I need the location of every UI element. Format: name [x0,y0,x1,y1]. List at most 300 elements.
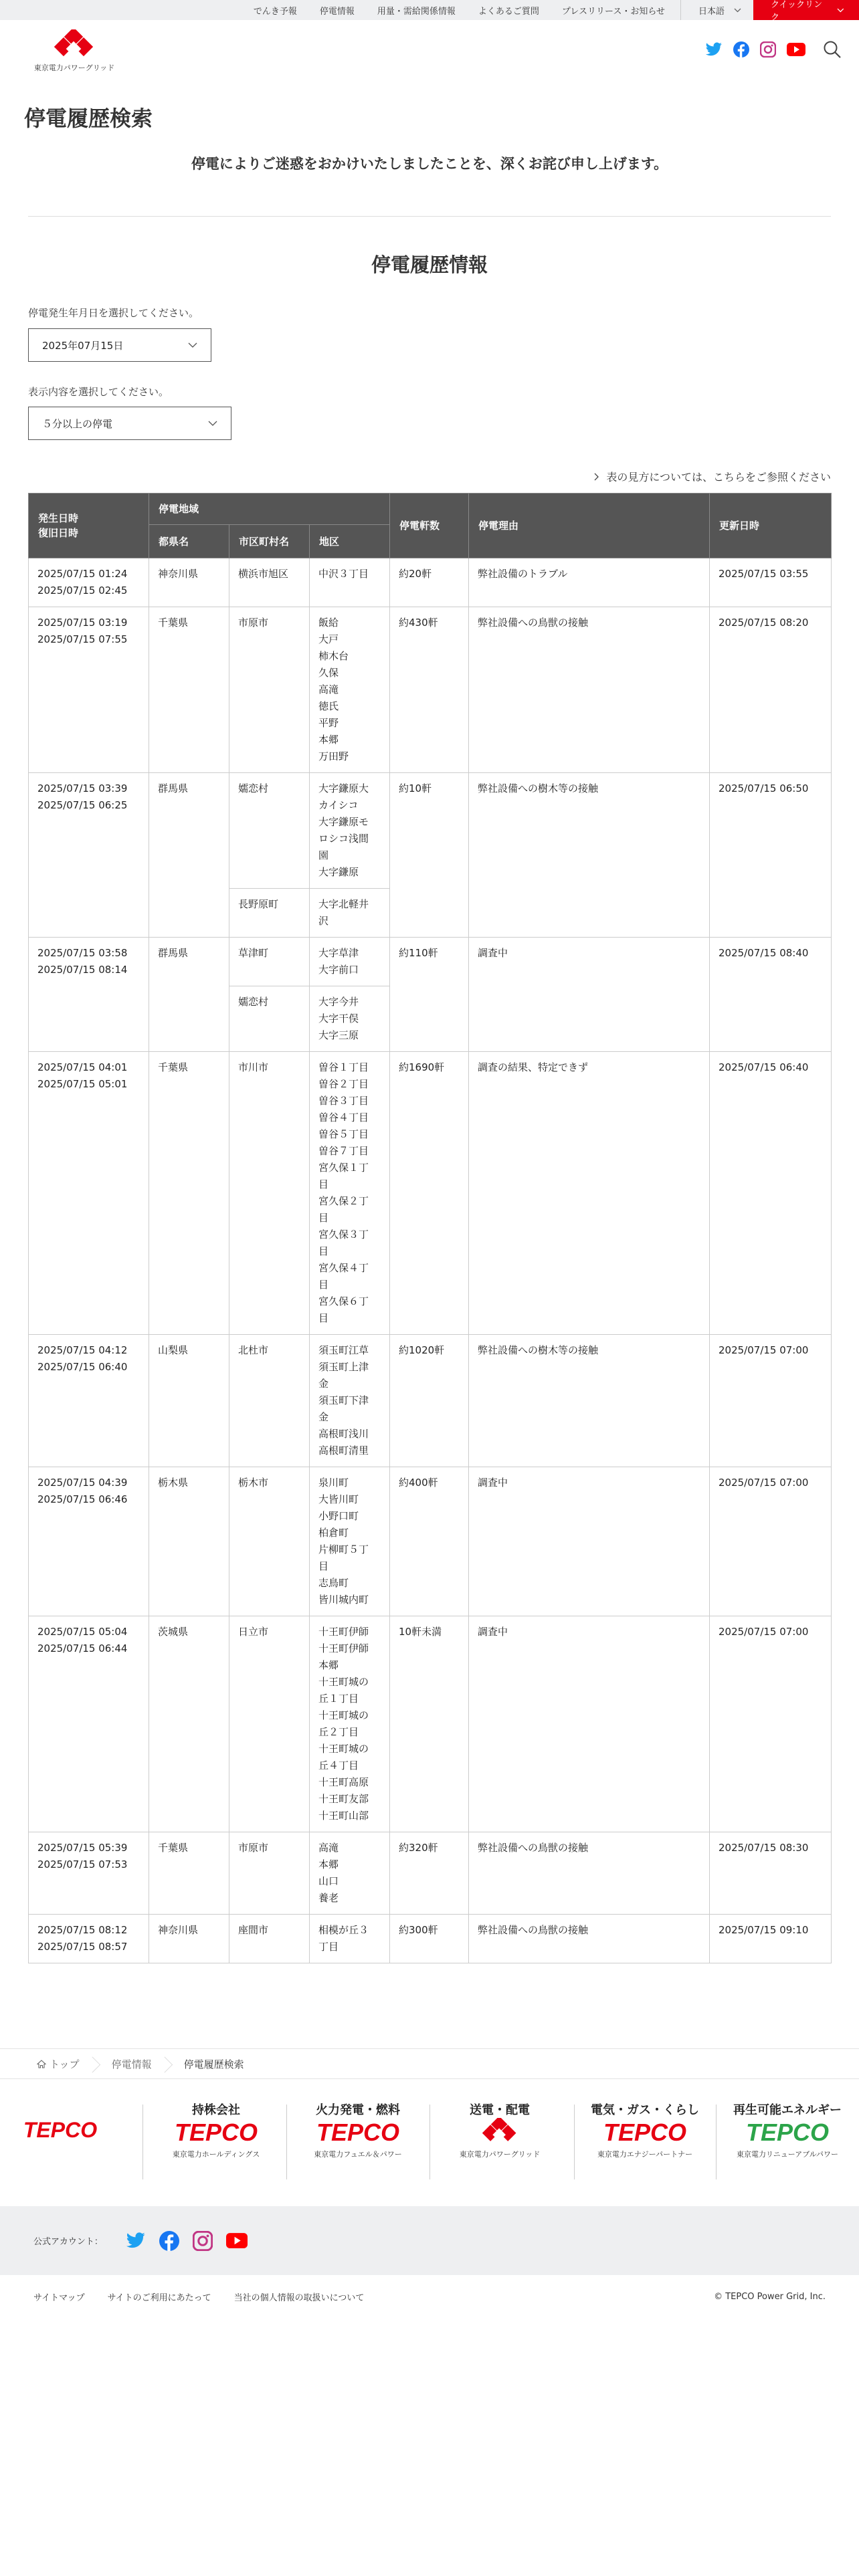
cell-line: 千葉県 [158,1061,189,1073]
divider [286,2105,287,2179]
cell-line: 2025/07/15 03:19 [37,617,128,629]
cell-prefecture [149,1052,229,1335]
table-row [29,938,832,986]
cell-line: 本郷 [318,1858,339,1870]
cell-line: 宮久保２丁 [318,1195,369,1207]
cell-line: 曽谷４丁目 [318,1111,369,1123]
cell-city [229,1467,310,1616]
cell-reason [469,1467,710,1616]
cell-line: 本郷 [318,734,339,746]
cell-line: 丘４丁目 [318,1759,359,1772]
breadcrumb [0,2048,859,2079]
cell-line: 宮久保１丁 [318,1162,369,1174]
cell-line: 目 [318,1312,329,1324]
group-title: 火力発電・燃料 [316,2103,400,2117]
cell-line: 丘２丁目 [318,1726,359,1738]
cell-datetime [29,558,149,607]
cell-updated [710,773,832,938]
cell-line: 10軒未満 [399,1626,442,1638]
cell-line: 大字草津 [318,947,359,959]
nav-faq[interactable]: よくあるご質問 [478,6,539,17]
header-prefecture: 都県名 [149,525,229,558]
date-select-value: 2025年07月15日 [42,339,124,352]
cell-district [310,889,390,938]
cell-line: 十王町伊師 [318,1642,369,1654]
header-count: 停電軒数 [390,494,469,558]
cell-line: 宮久保３丁 [318,1228,369,1241]
tepco-wordmark [595,2118,695,2145]
cell-city [229,938,310,986]
twitter-icon[interactable] [126,2232,146,2249]
language-selector[interactable] [680,0,753,20]
cell-district [310,607,390,773]
divider [716,2105,717,2179]
chevron-down-icon [837,8,844,13]
site-logo[interactable] [31,29,118,73]
footer-terms[interactable]: サイトのご利用にあたって [107,2293,211,2303]
cell-line: 約10軒 [399,782,432,794]
cell-line: 調査中 [478,1626,508,1638]
cell-district [310,938,390,986]
group-energy-partner[interactable] [586,2101,704,2183]
cell-line: 2025/07/15 06:25 [37,799,128,811]
cell-count [390,773,469,938]
cell-district [310,1052,390,1335]
cell-line: 宮久保６丁 [318,1295,369,1307]
facebook-icon[interactable] [159,2231,179,2251]
cell-line: 2025/07/15 07:55 [37,633,128,645]
cell-reason [469,1052,710,1335]
nav-denki-yoho[interactable]: でんき予報 [253,6,297,17]
cell-prefecture [149,1832,229,1915]
table-row [29,1467,832,1616]
tepco-wordmark [23,2118,98,2141]
cell-line: 座間市 [238,1924,269,1936]
cell-line: 本郷 [318,1659,339,1671]
cell-datetime [29,1832,149,1915]
cell-datetime [29,1335,149,1467]
table-guide-link[interactable] [594,469,831,484]
table-row [29,1832,832,1915]
cell-line: 2025/07/15 07:53 [37,1858,128,1870]
display-select-value: ５分以上の停電 [42,417,113,430]
cell-line: 沢 [318,915,329,927]
cell-line: 園 [318,849,329,861]
cell-prefecture [149,607,229,773]
cell-line: 十王町友部 [318,1793,369,1805]
cell-line: 2025/07/15 06:40 [719,1061,809,1073]
cell-line: 約320軒 [399,1842,438,1854]
twitter-icon[interactable] [705,42,723,57]
svg-text:TEPCO: TEPCO [745,2119,830,2145]
cell-line: 栃木県 [158,1477,189,1489]
footer-privacy[interactable]: 当社の個人情報の取扱いについて [233,2293,365,2303]
cell-line: 大字前口 [318,964,359,976]
divider [574,2105,575,2179]
cell-line: 日立市 [238,1626,269,1638]
group-title [23,2101,98,2118]
cell-line: 柿木台 [318,650,349,662]
table-row [29,1616,832,1832]
cell-line: 大皆川町 [318,1493,359,1505]
page-title: 停電履歴検索 [24,106,153,131]
facebook-icon[interactable] [733,41,749,58]
cell-line: 千葉県 [158,1842,189,1854]
cell-city [229,1915,310,1963]
group-holdings[interactable] [159,2101,273,2183]
table-row [29,558,832,607]
search-icon[interactable] [823,40,842,59]
cell-prefecture [149,1616,229,1832]
cell-district [310,558,390,607]
cell-line: 2025/07/15 06:50 [719,782,809,794]
cell-line: 草津町 [238,947,269,959]
cell-line: 約400軒 [399,1477,438,1489]
cell-line: 目 [318,1245,329,1257]
cell-line: 十王町高原 [318,1776,369,1788]
cell-count [390,1616,469,1832]
cell-line: 柏倉町 [318,1527,349,1539]
header-area: 停電地域 [149,494,390,525]
cell-district [310,1915,390,1963]
cell-line: 長野原町 [238,898,279,910]
cell-line: 千葉県 [158,617,189,629]
cell-city [229,607,310,773]
cell-line: 目 [318,1560,329,1572]
nav-usage-info[interactable]: 用量・需給関係情報 [377,6,456,17]
divider [142,2105,143,2179]
cell-line: 2025/07/15 08:30 [719,1842,809,1854]
cell-line: 曽谷１丁目 [318,1061,369,1073]
cell-line: 大字今井 [318,996,359,1008]
cell-line: 市原市 [238,617,269,629]
cell-line: 調査の結果、特定できず [478,1061,589,1073]
cell-line: 山口 [318,1875,339,1887]
group-tepco[interactable] [23,2101,98,2183]
cell-line: 調査中 [478,947,508,959]
instagram-icon[interactable] [193,2231,213,2251]
cell-line: 丘１丁目 [318,1693,359,1705]
cell-line: 高滝 [318,1842,339,1854]
cell-line: 横浜市旭区 [238,568,289,580]
group-company-name: 東京電力パワーグリッド [459,2150,541,2159]
footer-sitemap[interactable]: サイトマップ [33,2293,85,2303]
cell-line: 2025/07/15 08:12 [37,1924,128,1936]
cell-line: 中沢３丁目 [318,568,369,580]
quicklink-label: クイックリンク [771,0,823,23]
cell-reason [469,1915,710,1963]
cell-line: 山梨県 [158,1344,189,1356]
cell-line: 2025/07/15 06:40 [37,1361,128,1373]
cell-district [310,1832,390,1915]
cell-line: 2025/07/15 03:39 [37,782,128,794]
cell-line: 小野口町 [318,1510,359,1522]
cell-datetime [29,607,149,773]
cell-line: 万田野 [318,750,349,762]
cell-city [229,1832,310,1915]
cell-line: カイシコ [318,799,359,811]
cell-datetime [29,1467,149,1616]
cell-updated [710,1832,832,1915]
cell-line: 約1020軒 [399,1344,445,1356]
cell-prefecture [149,1467,229,1616]
cell-city [229,1052,310,1335]
cell-updated [710,558,832,607]
cell-line: 曽谷５丁目 [318,1128,369,1140]
group-title: 送電・配電 [470,2103,530,2117]
cell-line: 須玉町江草 [318,1344,369,1356]
cell-count [390,1335,469,1467]
cell-line: 養老 [318,1892,339,1904]
cell-line: 2025/07/15 08:14 [37,964,128,976]
cell-line: 調査中 [478,1477,508,1489]
cell-line: 相模が丘３ [318,1924,369,1936]
tepco-wordmark [308,2118,408,2145]
cell-line: 十王町山部 [318,1810,369,1822]
cell-district [310,1467,390,1616]
cell-line: 宮久保４丁 [318,1262,369,1274]
cell-line: 約1690軒 [399,1061,445,1073]
cell-city [229,558,310,607]
cell-count [390,1467,469,1616]
group-company-name: 東京電力ホールディングス [172,2150,260,2159]
cell-updated [710,1052,832,1335]
cell-count [390,1832,469,1915]
language-label: 日本語 [698,6,725,17]
cell-reason [469,558,710,607]
cell-count [390,1052,469,1335]
cell-line: 大字鎌原 [318,866,359,878]
cell-datetime [29,1052,149,1335]
cell-line: 十王町城の [318,1743,369,1755]
cell-line: 2025/07/15 06:46 [37,1493,128,1505]
youtube-icon[interactable] [787,43,805,56]
divider [28,216,831,217]
cell-line: 北杜市 [238,1344,269,1356]
cell-line: 高根町清里 [318,1444,369,1457]
cell-line: 嬬恋村 [238,782,269,794]
cell-district [310,1335,390,1467]
cell-reason [469,1335,710,1467]
header-social-links [705,40,842,59]
table-row [29,1915,832,1963]
official-accounts-bar [0,2206,859,2275]
cell-line: 弊社設備への鳥獣の接触 [478,617,589,629]
table-row [29,773,832,889]
nav-teiden-info[interactable]: 停電情報 [319,6,355,17]
cell-line: ロシコ浅間 [318,833,369,845]
cell-updated [710,1915,832,1963]
cell-line: 久保 [318,667,339,679]
table-body [29,558,832,1963]
top-utility-bar [0,0,859,23]
logo-text: 東京電力パワーグリッド [33,64,115,72]
header-updated: 更新日時 [710,494,832,558]
cell-reason [469,1832,710,1915]
cell-updated [710,607,832,773]
cell-line: 大字北軽井 [318,898,369,910]
cell-district [310,986,390,1052]
tepco-wordmark [166,2118,266,2145]
cell-reason [469,938,710,1052]
tepco-wordmark [737,2118,838,2145]
cell-line: 2025/07/15 01:24 [37,568,128,580]
cell-datetime [29,1616,149,1832]
cell-line: 嬬恋村 [238,996,269,1008]
group-title: 再生可能エネルギー [733,2103,842,2117]
header-city: 市区町村名 [229,525,310,558]
svg-text:TEPCO: TEPCO [316,2119,400,2145]
cell-datetime [29,1915,149,1963]
cell-prefecture [149,773,229,938]
header-district: 地区 [310,525,390,558]
cell-line: 2025/07/15 05:01 [37,1078,128,1090]
svg-text:TEPCO: TEPCO [174,2119,258,2145]
cell-line: 神奈川県 [158,568,199,580]
group-renewable-power[interactable] [725,2101,850,2183]
cell-line: 2025/07/15 08:57 [37,1941,128,1953]
table-row [29,1052,832,1335]
cell-line: 須玉町上津 [318,1361,369,1373]
cell-line: 群馬県 [158,947,189,959]
cell-line: 丁目 [318,1941,339,1953]
cell-line: 2025/07/15 02:45 [37,584,128,597]
cell-line: 約20軒 [399,568,432,580]
cell-city [229,889,310,938]
cell-count [390,558,469,607]
cell-line: 2025/07/15 07:00 [719,1626,809,1638]
cell-reason [469,773,710,938]
copyright: © TEPCO Power Grid, Inc. [714,2292,826,2302]
group-companies [0,2101,859,2183]
cell-reason [469,607,710,773]
cell-line: 曽谷７丁目 [318,1145,369,1157]
group-fuel-power[interactable] [300,2101,416,2183]
cell-line: 2025/07/15 04:39 [37,1477,128,1489]
cell-line: 十王町城の [318,1709,369,1721]
date-filter-label: 停電発生年月日を選択してください。 [28,307,199,319]
cell-line: 志鳥町 [318,1577,349,1589]
youtube-icon[interactable] [226,2233,248,2248]
header-reason: 停電理由 [469,494,710,558]
section-title: 停電履歴情報 [371,253,488,276]
cell-line: 皆川城内町 [318,1594,369,1606]
cell-line: 約430軒 [399,617,438,629]
cell-line: 弊社設備への樹木等の接触 [478,1344,599,1356]
cell-line: 泉川町 [318,1477,349,1489]
cell-datetime [29,773,149,938]
site-footer [0,2290,859,2303]
cell-line: 茨城県 [158,1626,189,1638]
chevron-down-icon [207,417,219,429]
cell-city [229,986,310,1052]
cell-line: 平野 [318,717,339,729]
tepco-pg-logo-icon [481,2118,518,2145]
cell-line: 大字鎌原大 [318,782,369,794]
cell-line: 十王町城の [318,1676,369,1688]
cell-line: 片柳町５丁 [318,1543,369,1555]
outage-history-table [28,493,832,1963]
cell-city [229,1616,310,1832]
cell-line: 須玉町下津 [318,1394,369,1406]
date-select[interactable] [28,328,211,362]
cell-prefecture [149,558,229,607]
cell-city [229,773,310,889]
breadcrumb-top[interactable]: トップ [50,2058,80,2070]
cell-count [390,607,469,773]
cell-line: 2025/07/15 03:58 [37,947,128,959]
nav-press-release[interactable]: プレスリリース・お知らせ [561,6,665,17]
cell-line: 弊社設備への鳥獣の接触 [478,1842,589,1854]
cell-line: 徳氏 [318,700,339,712]
display-filter-label: 表示内容を選択してください。 [28,386,169,398]
cell-line: 弊社設備への鳥獣の接触 [478,1924,589,1936]
breadcrumb-current: 停電履歴検索 [183,2058,244,2070]
chevron-right-icon [594,473,599,481]
cell-line: 大字干俣 [318,1012,359,1025]
cell-line: 飯給 [318,617,339,629]
chevron-down-icon [187,339,199,351]
breadcrumb-separator [152,2048,175,2079]
group-company-name: 東京電力フュエル＆パワー [314,2150,402,2159]
breadcrumb-teiden-info[interactable]: 停電情報 [111,2058,152,2070]
display-select[interactable] [28,407,231,440]
official-accounts-label: 公式アカウント： [33,2237,103,2247]
cell-line: 2025/07/15 05:04 [37,1626,128,1638]
cell-line: 高根町浅川 [318,1428,369,1440]
cell-line: 2025/07/15 09:10 [719,1924,809,1936]
svg-text:TEPCO: TEPCO [23,2118,98,2141]
cell-line: 金 [318,1378,329,1390]
cell-prefecture [149,1915,229,1963]
cell-reason [469,1616,710,1832]
cell-district [310,773,390,889]
cell-line: 十王町伊師 [318,1626,369,1638]
cell-line: 2025/07/15 08:40 [719,947,809,959]
cell-line: 2025/07/15 07:00 [719,1344,809,1356]
breadcrumb-separator [80,2048,102,2079]
cell-line: 市原市 [238,1842,269,1854]
group-title: 持株会社 [192,2103,240,2117]
cell-line: 2025/07/15 04:12 [37,1344,128,1356]
header-datetime: 発生日時 復旧日時 [29,494,149,558]
cell-updated [710,938,832,1052]
cell-district [310,1616,390,1832]
instagram-icon[interactable] [760,41,776,58]
cell-line: 弊社設備のトラブル [478,568,568,580]
table-row [29,1335,832,1467]
cell-line: 群馬県 [158,782,189,794]
chevron-down-icon [734,8,741,13]
cell-line: 2025/07/15 07:00 [719,1477,809,1489]
cell-line: 神奈川県 [158,1924,199,1936]
cell-count [390,1915,469,1963]
cell-line: 2025/07/15 06:44 [37,1642,128,1654]
cell-city [229,1335,310,1467]
cell-line: 目 [318,1178,329,1190]
cell-line: 弊社設備への樹木等の接触 [478,782,599,794]
cell-prefecture [149,1335,229,1467]
cell-count [390,938,469,1052]
quicklink-button[interactable] [753,0,859,23]
cell-line: 目 [318,1212,329,1224]
cell-line: 目 [318,1279,329,1291]
group-power-grid[interactable] [442,2101,558,2183]
cell-line: 約300軒 [399,1924,438,1936]
table-row [29,607,832,773]
cell-updated [710,1467,832,1616]
cell-line: 約110軒 [399,947,438,959]
